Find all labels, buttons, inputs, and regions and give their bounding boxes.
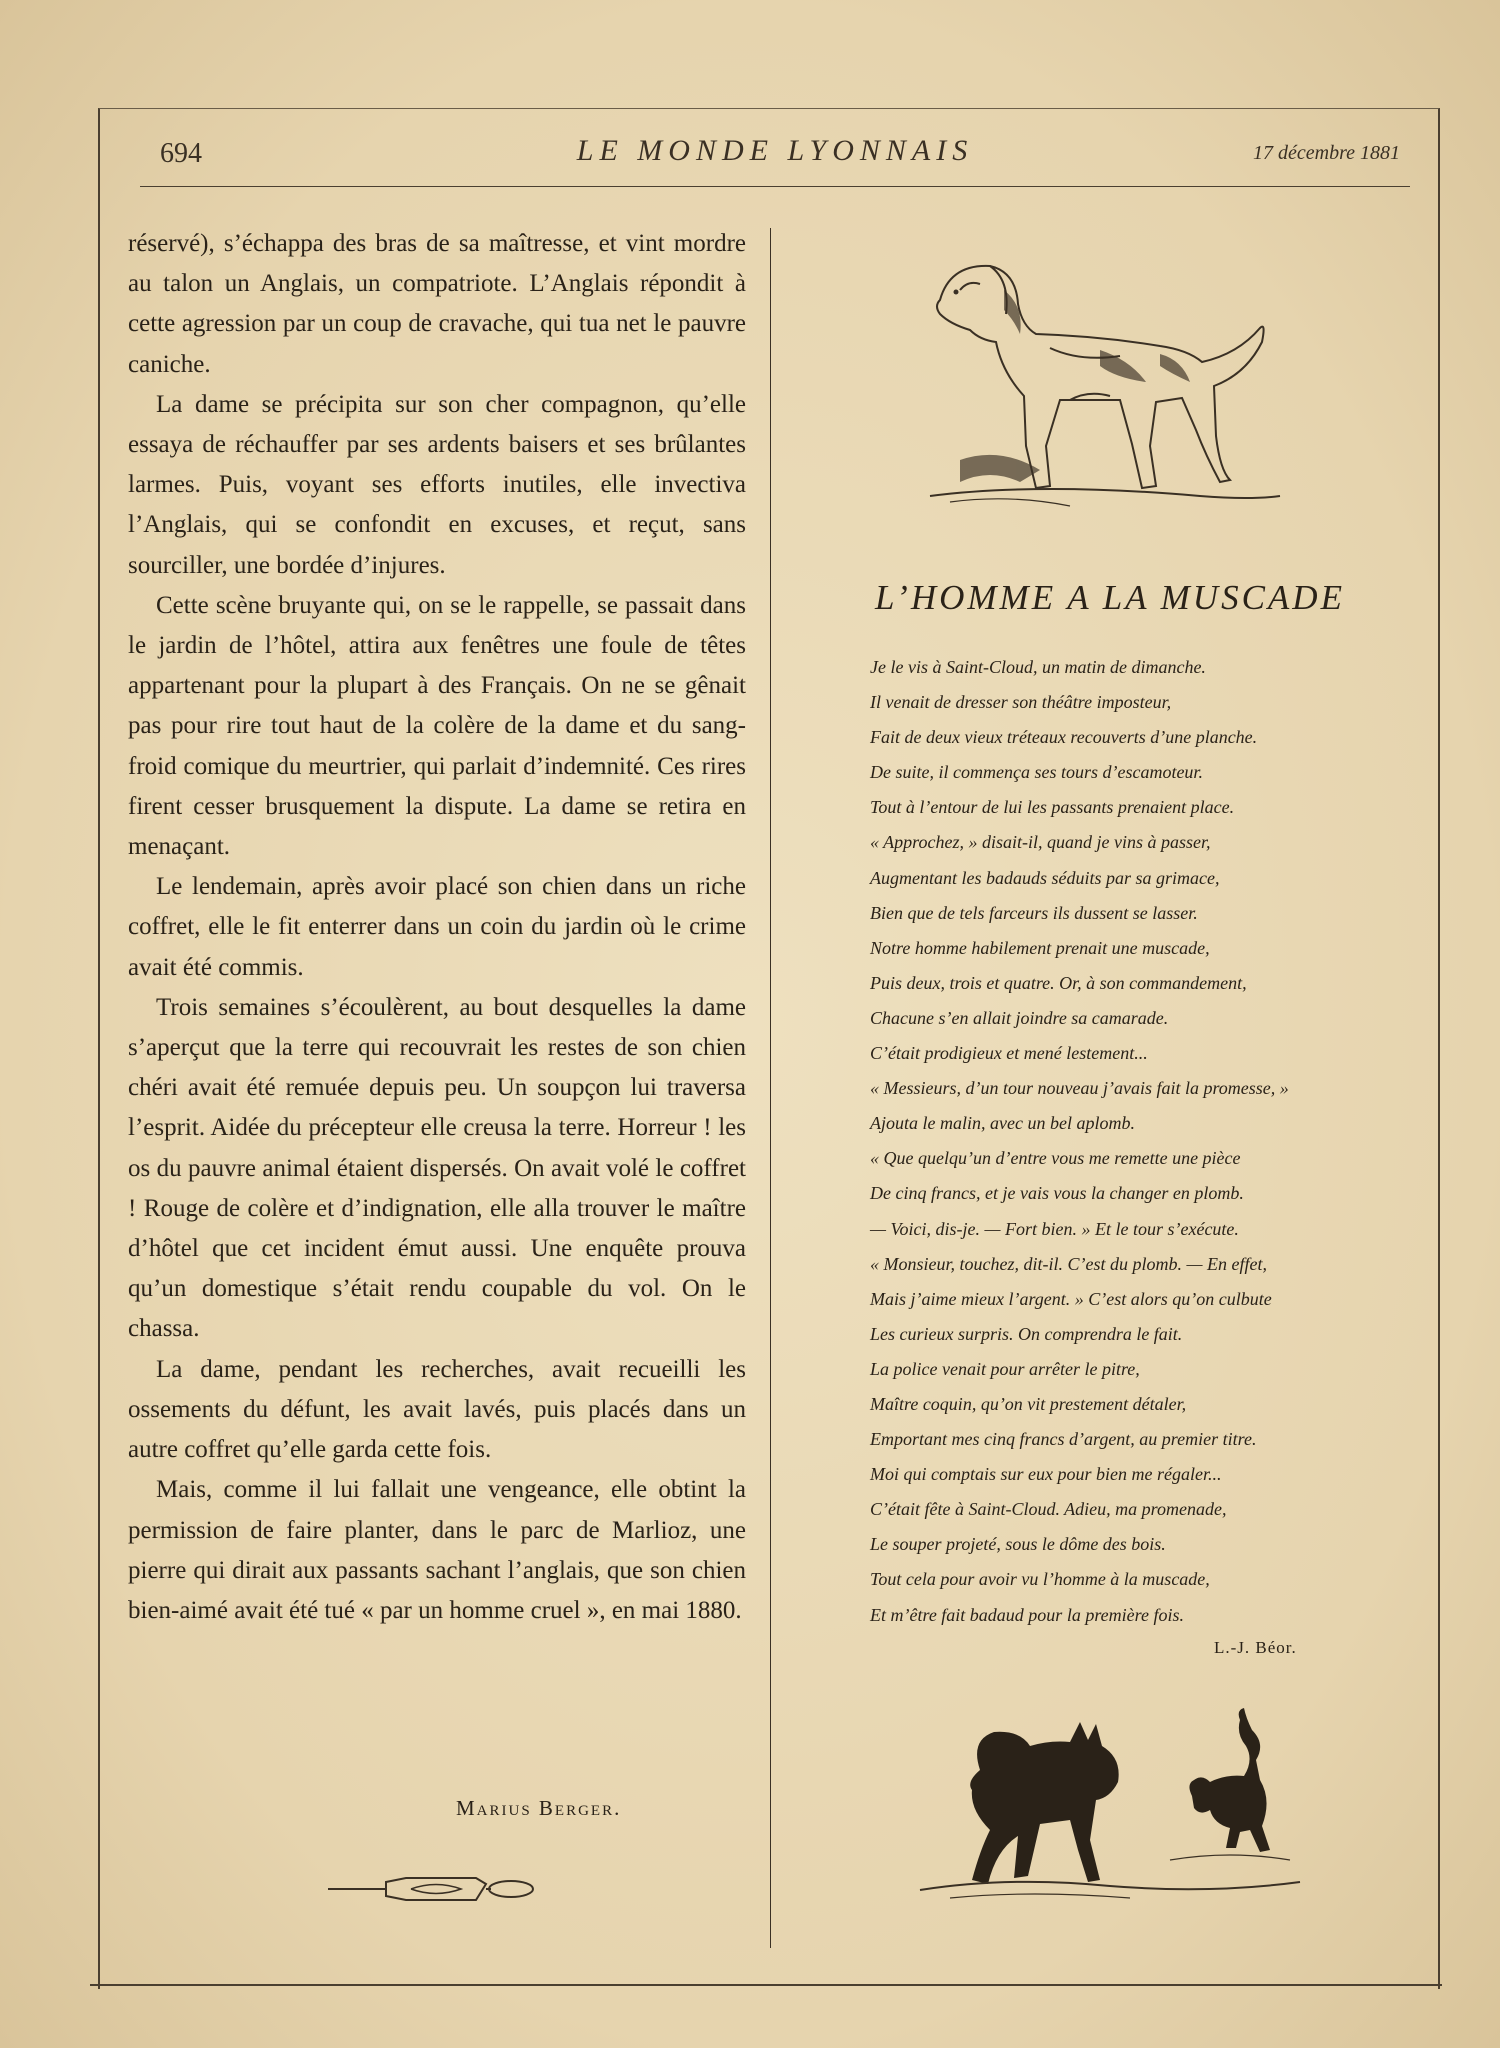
bottom-rule — [90, 1984, 1442, 1986]
poem-line: Tout à l’entour de lui les passants prenaient place. — [870, 797, 1235, 818]
poem-line: De cinq francs, et je vais vous la changer en plomb. — [870, 1183, 1244, 1204]
poem-line: — Voici, dis-je. — Fort bien. » Et le tour s’exécute. — [870, 1218, 1239, 1239]
poem-line: Je le vis à Saint-Cloud, un matin de dimanche. — [870, 657, 1206, 677]
article-paragraph: La dame se précipita sur son cher compagnon, qu’elle essaya de réchauffer par ses ardents baisers et ses brûlantes larmes. Puis, voyant ses efforts inutiles, elle invectiva l’Anglais, qui se confondit en excuses, et reçut, sans sourciller, une bordée d’injures. — [128, 390, 746, 579]
poem-line: Emportant mes cinq francs d’argent, au premier titre. — [870, 1429, 1257, 1450]
poem-signature: L.-J. Béor. — [1214, 1638, 1297, 1657]
poem-line: Augmentant les badauds séduits par sa grimace, — [870, 867, 1220, 888]
article-signature: Marius Berger. — [456, 1796, 622, 1820]
article-paragraph: Trois semaines s’écoulèrent, au bout desquelles la dame s’aperçut que la terre qui recouvrait les restes de son chien chéri avait été remuée depuis peu. Un soupçon lui traversa l’esprit. Aidée du précepteur elle creusa la terre. Horreur ! les os du pauvre animal étaient dispersés. On avait volé le coffret ! Rouge de colère et d’indignation, elle alla trouver le maître d’hôtel que cet incident émut aussi. Une enquête prouva qu’un domestique s’était rendu coupable du vol. On le chassa. — [128, 993, 746, 1343]
poem-line: Puis deux, trois et quatre. Or, à son commandement, — [870, 972, 1247, 993]
article-paragraph: réservé), s’échappa des bras de sa maîtresse, et vint mordre au talon un Anglais, un compatriote. L’Anglais répondit à cette agression par un coup de cravache, qui tua net le pauvre caniche. — [128, 230, 746, 378]
poem-line: Mais j’aime mieux l’argent. » C’est alors qu’on culbute — [870, 1288, 1272, 1309]
poem — [870, 650, 1430, 1633]
article-paragraph: La dame, pendant les recherches, avait recueilli les ossements du défunt, les avait lavés, puis placés dans un autre coffret qu’elle garda cette fois. — [128, 1355, 746, 1464]
poem-line: Maître coquin, qu’on vit prestement détaler, — [870, 1393, 1187, 1414]
poem-line: C’était prodigieux et mené lestement... — [870, 1043, 1148, 1064]
poem-line: Les curieux surpris. On comprendra le fait. — [870, 1323, 1183, 1344]
poem-line: C’était fête à Saint-Cloud. Adieu, ma promenade, — [870, 1499, 1227, 1520]
poem-line: Tout cela pour avoir vu l’homme à la muscade, — [870, 1569, 1210, 1590]
article-paragraph: Mais, comme il lui fallait une vengeance, elle obtint la permission de faire planter, dans le parc de Marlioz, une pierre qui dirait aux passants sachant l’anglais, que son chien bien-aimé avait été tué « par un homme cruel », en mai 1880. — [128, 1476, 746, 1624]
article-paragraph: Le lendemain, après avoir placé son chien dans un riche coffret, elle le fit enterrer dans un coin du jardin où le crime avait été commis. — [128, 873, 746, 981]
poem-line: Bien que de tels farceurs ils dussent se lasser. — [870, 902, 1198, 923]
poem-line: Moi qui comptais sur eux pour bien me régaler... — [870, 1464, 1222, 1485]
poem-line: Le souper projeté, sous le dôme des bois. — [870, 1534, 1166, 1555]
page-header — [140, 130, 1410, 187]
poem-line: Chacune s’en allait joindre sa camarade. — [870, 1007, 1169, 1028]
fleuron-ornament — [326, 1872, 536, 1906]
poem-line: Ajouta le malin, avec un bel aplomb. — [870, 1113, 1135, 1134]
poem-line: Notre homme habilement prenait une muscade, — [870, 937, 1210, 958]
poem-line: Fait de deux vieux tréteaux recouverts d’une planche. — [870, 727, 1258, 748]
poem-line: « Que quelqu’un d’entre vous me remette une pièce — [870, 1148, 1241, 1169]
column-divider — [770, 228, 771, 1948]
left-column-article — [128, 224, 746, 1631]
poem-line: « Approchez, » disait-il, quand je vins à passer, — [870, 832, 1211, 853]
poem-line: De suite, il commença ses tours d’escamoteur. — [870, 762, 1203, 783]
article-paragraph: Cette scène bruyante qui, on se le rappelle, se passait dans le jardin de l’hôtel, attira aux fenêtres une foule de têtes appartenant pour la plupart à des Français. On ne se gênait pas pour rire tout haut de la colère de la dame et du sang-froid comique du meurtrier, qui parlait d’indemnité. Ces rires firent cesser brusquement la dispute. La dame se retira en menaçant. — [128, 591, 746, 861]
issue-date: 17 décembre 1881 — [1253, 142, 1400, 164]
poem-line: La police venait pour arrêter le pitre, — [870, 1358, 1140, 1379]
poem-line: Il venait de dresser son théâtre imposteur, — [870, 692, 1172, 713]
poem-line: Et m’être fait badaud pour la première fois. — [870, 1604, 1184, 1625]
journal-title: LE MONDE LYONNAIS — [576, 134, 974, 167]
poem-line: « Messieurs, d’un tour nouveau j’avais fait la promesse, » — [870, 1078, 1289, 1099]
dog-and-cat-illustration — [910, 1700, 1310, 1910]
page-number: 694 — [160, 138, 202, 169]
poem-line: « Monsieur, touchez, dit-il. C’est du plomb. — En effet, — [870, 1253, 1267, 1274]
dog-illustration — [920, 250, 1300, 540]
poem-title: L’HOMME A LA MUSCADE — [875, 578, 1345, 617]
